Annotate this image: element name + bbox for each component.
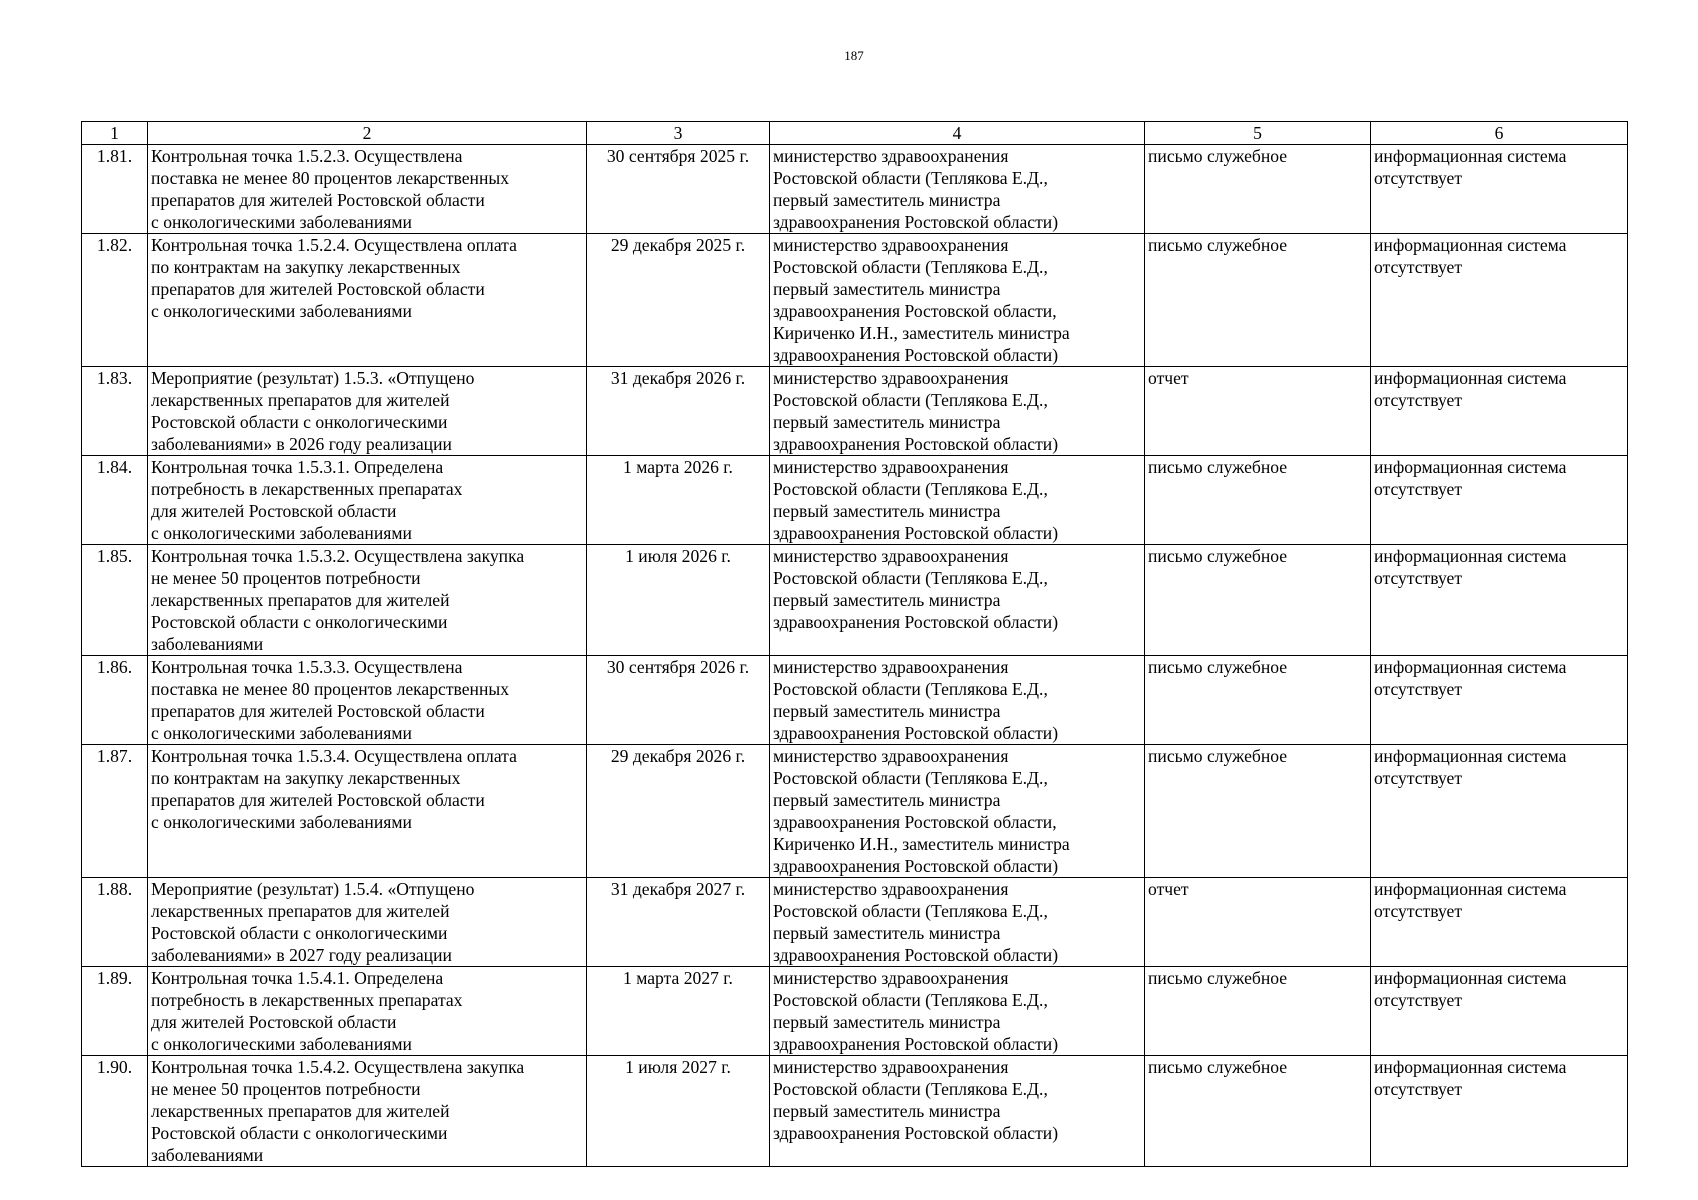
- plan-table: [81, 121, 1628, 1167]
- row-info-system: информационная система отсутствует: [1371, 656, 1628, 745]
- row-document: письмо служебное: [1145, 1056, 1371, 1167]
- row-info-system: информационная система отсутствует: [1371, 967, 1628, 1056]
- table-row: [82, 878, 1628, 967]
- row-document: письмо служебное: [1145, 456, 1371, 545]
- row-number: 1.83.: [82, 367, 148, 456]
- column-header-2: 2: [148, 122, 587, 145]
- row-responsible: министерство здравоохранения Ростовской области (Теплякова Е.Д., первый заместитель министра здравоохранения Ростовской области): [770, 656, 1145, 745]
- row-number: 1.86.: [82, 656, 148, 745]
- row-responsible: министерство здравоохранения Ростовской области (Теплякова Е.Д., первый заместитель министра здравоохранения Ростовской области): [770, 456, 1145, 545]
- row-document: письмо служебное: [1145, 967, 1371, 1056]
- row-document: письмо служебное: [1145, 545, 1371, 656]
- row-item: Контрольная точка 1.5.3.3. Осуществлена поставка не менее 80 процентов лекарственных препаратов для жителей Ростовской области с онкологическими заболеваниями: [148, 656, 587, 745]
- row-document: письмо служебное: [1145, 656, 1371, 745]
- row-item: Контрольная точка 1.5.2.3. Осуществлена поставка не менее 80 процентов лекарственных препаратов для жителей Ростовской области с онкологическими заболеваниями: [148, 145, 587, 234]
- row-document: отчет: [1145, 367, 1371, 456]
- row-item: Контрольная точка 1.5.4.2. Осуществлена закупка не менее 50 процентов потребности лекарственных препаратов для жителей Ростовской области с онкологическими заболеваниями: [148, 1056, 587, 1167]
- row-document: письмо служебное: [1145, 234, 1371, 367]
- row-item: Контрольная точка 1.5.3.2. Осуществлена закупка не менее 50 процентов потребности лекарственных препаратов для жителей Ростовской области с онкологическими заболеваниями: [148, 545, 587, 656]
- row-date: 30 сентября 2025 г.: [587, 145, 770, 234]
- row-number: 1.81.: [82, 145, 148, 234]
- row-item: Контрольная точка 1.5.2.4. Осуществлена оплата по контрактам на закупку лекарственных препаратов для жителей Ростовской области с онкологическими заболеваниями: [148, 234, 587, 367]
- row-date: 29 декабря 2026 г.: [587, 745, 770, 878]
- page-number: 187: [844, 48, 864, 63]
- row-date: 30 сентября 2026 г.: [587, 656, 770, 745]
- row-document: письмо служебное: [1145, 145, 1371, 234]
- row-number: 1.82.: [82, 234, 148, 367]
- row-document: письмо служебное: [1145, 745, 1371, 878]
- row-number: 1.85.: [82, 545, 148, 656]
- row-date: 31 декабря 2027 г.: [587, 878, 770, 967]
- row-date: 1 марта 2026 г.: [587, 456, 770, 545]
- row-info-system: информационная система отсутствует: [1371, 234, 1628, 367]
- table-row: [82, 367, 1628, 456]
- row-item: Контрольная точка 1.5.4.1. Определена потребность в лекарственных препаратах для жителей Ростовской области с онкологическими заболеваниями: [148, 967, 587, 1056]
- column-header-3: 3: [587, 122, 770, 145]
- column-header-1: 1: [82, 122, 148, 145]
- row-responsible: министерство здравоохранения Ростовской области (Теплякова Е.Д., первый заместитель министра здравоохранения Ростовской области, Кириченко И.Н., заместитель министра здравоохранения Ростовской области): [770, 234, 1145, 367]
- row-responsible: министерство здравоохранения Ростовской области (Теплякова Е.Д., первый заместитель министра здравоохранения Ростовской области): [770, 367, 1145, 456]
- table-row: [82, 745, 1628, 878]
- row-responsible: министерство здравоохранения Ростовской области (Теплякова Е.Д., первый заместитель министра здравоохранения Ростовской области): [770, 545, 1145, 656]
- row-item: Мероприятие (результат) 1.5.3. «Отпущено лекарственных препаратов для жителей Ростовской области с онкологическими заболеваниями» в 2026 году реализации: [148, 367, 587, 456]
- row-date: 1 марта 2027 г.: [587, 967, 770, 1056]
- column-header-6: 6: [1371, 122, 1628, 145]
- table-row: [82, 456, 1628, 545]
- row-number: 1.84.: [82, 456, 148, 545]
- row-item: Мероприятие (результат) 1.5.4. «Отпущено лекарственных препаратов для жителей Ростовской области с онкологическими заболеваниями» в 2027 году реализации: [148, 878, 587, 967]
- row-number: 1.87.: [82, 745, 148, 878]
- row-item: Контрольная точка 1.5.3.4. Осуществлена оплата по контрактам на закупку лекарственных препаратов для жителей Ростовской области с онкологическими заболеваниями: [148, 745, 587, 878]
- row-info-system: информационная система отсутствует: [1371, 878, 1628, 967]
- row-responsible: министерство здравоохранения Ростовской области (Теплякова Е.Д., первый заместитель министра здравоохранения Ростовской области): [770, 1056, 1145, 1167]
- row-responsible: министерство здравоохранения Ростовской области (Теплякова Е.Д., первый заместитель министра здравоохранения Ростовской области): [770, 967, 1145, 1056]
- row-info-system: информационная система отсутствует: [1371, 1056, 1628, 1167]
- row-info-system: информационная система отсутствует: [1371, 145, 1628, 234]
- table-row: [82, 967, 1628, 1056]
- table-row: [82, 656, 1628, 745]
- row-info-system: информационная система отсутствует: [1371, 745, 1628, 878]
- table-row: [82, 145, 1628, 234]
- row-number: 1.90.: [82, 1056, 148, 1167]
- row-date: 1 июля 2026 г.: [587, 545, 770, 656]
- table-row: [82, 545, 1628, 656]
- row-responsible: министерство здравоохранения Ростовской области (Теплякова Е.Д., первый заместитель министра здравоохранения Ростовской области): [770, 145, 1145, 234]
- row-number: 1.89.: [82, 967, 148, 1056]
- row-info-system: информационная система отсутствует: [1371, 456, 1628, 545]
- table-header-row: [82, 122, 1628, 145]
- row-document: отчет: [1145, 878, 1371, 967]
- row-item: Контрольная точка 1.5.3.1. Определена потребность в лекарственных препаратах для жителей Ростовской области с онкологическими заболеваниями: [148, 456, 587, 545]
- column-header-5: 5: [1145, 122, 1371, 145]
- column-header-4: 4: [770, 122, 1145, 145]
- table-row: [82, 1056, 1628, 1167]
- row-responsible: министерство здравоохранения Ростовской области (Теплякова Е.Д., первый заместитель министра здравоохранения Ростовской области, Кириченко И.Н., заместитель министра здравоохранения Ростовской области): [770, 745, 1145, 878]
- row-info-system: информационная система отсутствует: [1371, 545, 1628, 656]
- row-number: 1.88.: [82, 878, 148, 967]
- row-date: 31 декабря 2026 г.: [587, 367, 770, 456]
- row-date: 29 декабря 2025 г.: [587, 234, 770, 367]
- row-info-system: информационная система отсутствует: [1371, 367, 1628, 456]
- table-row: [82, 234, 1628, 367]
- row-date: 1 июля 2027 г.: [587, 1056, 770, 1167]
- row-responsible: министерство здравоохранения Ростовской области (Теплякова Е.Д., первый заместитель министра здравоохранения Ростовской области): [770, 878, 1145, 967]
